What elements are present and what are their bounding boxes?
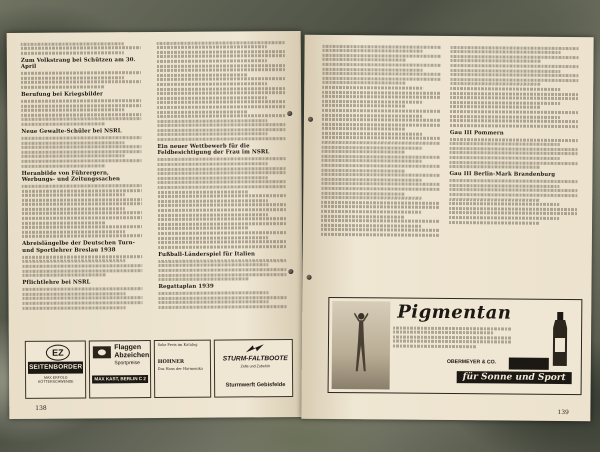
heading: Zum Volkstrang bei Schützen am 30. April xyxy=(20,56,136,71)
ad-ez xyxy=(25,340,87,398)
ad-harmonika xyxy=(154,340,212,398)
left-column-1 xyxy=(21,40,143,311)
staple xyxy=(307,275,312,280)
heading: Abreislängelbe der Deutschen Turn- und Sportlehrer Breslau 1938 xyxy=(22,240,135,254)
flag-bar: MAX KAST, BERLIN C 2 xyxy=(92,375,147,383)
page-number: 138 xyxy=(35,404,47,412)
heading: Pflichtlehre bei NSRL xyxy=(22,279,91,287)
right-page xyxy=(301,35,593,422)
ad-maker: OBERMEYER & CO. xyxy=(447,359,537,366)
sturm-footer: Sturmwerft Gebisfelde xyxy=(225,382,286,389)
ad-photo xyxy=(332,301,391,390)
left-page xyxy=(7,31,304,419)
sturm-title: STURM-FALTBOOTE xyxy=(222,355,288,363)
heading: Ein neuer Wettbewerb für die Feldbesichtigung der Frau im NSRL xyxy=(157,143,270,157)
heading: Heranbilde von Führergern, Werbungs- und Zeitungssachen xyxy=(21,169,121,183)
ad-strip xyxy=(25,339,293,399)
staple xyxy=(287,111,292,116)
staple xyxy=(288,269,293,274)
staple xyxy=(308,117,313,122)
heading: Gau III Pommern xyxy=(449,129,504,137)
right-column-2 xyxy=(449,44,579,226)
ad-slogan: für Sonne und Sport xyxy=(457,371,572,384)
bottle-icon xyxy=(551,312,569,368)
ez-logo: EZ xyxy=(46,345,70,361)
ad-pigmentan xyxy=(328,297,583,395)
heading: Neue Gewalte-Schüler bei NSRL xyxy=(21,128,122,135)
ad-title: Pigmentan xyxy=(397,301,512,324)
left-column-2 xyxy=(157,39,287,310)
heading: Berufung bei Kriegsbilder xyxy=(21,91,103,98)
flag-title: Flaggen Abzeichen xyxy=(114,344,150,359)
harm-subtitle: Das Haus der Harmonika xyxy=(157,366,203,371)
flag-subtitle: Sportpreise xyxy=(114,360,140,367)
heading: Gau III Berlin-Mark Brandenburg xyxy=(449,171,556,179)
harm-top: Sehr Preis im Katalog xyxy=(157,342,198,347)
ad-sturm xyxy=(214,339,293,398)
ez-sub: MAX ERFOLG KÖTTERSCHWENDE xyxy=(38,375,74,385)
harm-title: HOHNER xyxy=(157,358,185,365)
ad-box xyxy=(509,358,549,370)
lightning-icon xyxy=(245,343,265,353)
heading: Fußball-Länderspiel für Italien xyxy=(158,251,256,258)
ad-flaggen xyxy=(89,340,151,398)
sturm-subtitle: Zelte und Zubehör xyxy=(240,364,271,369)
heading: Regattaplan 1939 xyxy=(158,283,214,291)
right-column-1 xyxy=(321,43,441,239)
page-number: 139 xyxy=(557,408,569,417)
flag-icon xyxy=(93,346,111,358)
ad-body xyxy=(393,325,511,351)
ez-name: SEITENBORDER xyxy=(28,362,83,374)
athlete-figure-icon xyxy=(354,311,369,375)
